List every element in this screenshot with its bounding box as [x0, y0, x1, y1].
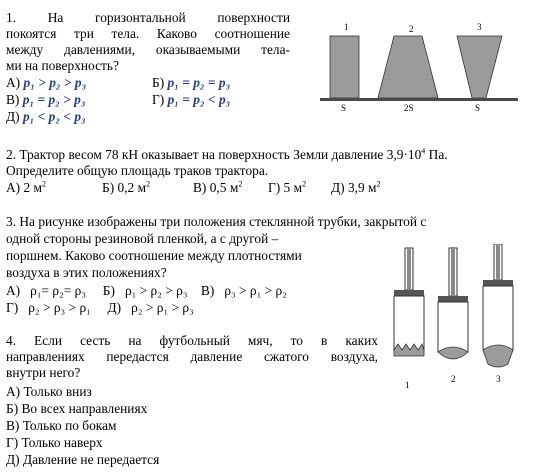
q4-option-d[interactable]: Г) Только наверх [6, 435, 103, 450]
q1-option-a[interactable]: А) p₁ > p₂ > p₃ [6, 75, 87, 90]
q2-line-1: 2. Трактор весом 78 кН оказывает на поверхность Земли давление $3,9\cdot 10^4$ Па. [6, 146, 448, 162]
q1-option-c[interactable]: В) p₁ = p₂ > p₃ [6, 92, 86, 107]
q3-fig-label-3: 3 [496, 374, 501, 384]
q1-fig-label-2: 2 [409, 24, 414, 34]
q1-fig-area-3: S [475, 103, 481, 113]
q1-option-d-expr: p₁ = p₂ < p₃ [167, 92, 231, 107]
q3-line-4: воздуха в этих положениях? [6, 265, 167, 280]
q4-line-3: внутри него? [6, 365, 81, 380]
q4-line-1: 4. Если сесть на футбольный мяч, то в каких [6, 333, 378, 348]
q1-fig-label-3: 3 [477, 22, 482, 32]
q4-text [6, 333, 378, 381]
q1-option-e-expr: p₁ < p₂ < p₃ [22, 109, 86, 124]
q1-option-b[interactable]: Б) p₁ = p₂ = p₃ [152, 75, 231, 90]
q1-fig-area-1: S [341, 103, 347, 113]
q1-option-c-expr: p₁ = p₂ > p₃ [22, 92, 86, 107]
q3-tube-3 [483, 244, 513, 367]
q4-option-c[interactable]: В) Только по бокам [6, 418, 117, 433]
q3-tube-1 [394, 248, 424, 356]
q1-option-d[interactable]: Г) p₁ = p₂ < p₃ [152, 92, 231, 107]
q2-option-e[interactable]: Д) 3,9 $м^2$ [331, 179, 381, 195]
q2-option-a[interactable]: А) 2 $м^2$ [6, 179, 46, 195]
q4-option-b[interactable]: Б) Во всех направлениях [6, 401, 148, 416]
q3-figure [388, 244, 528, 392]
q1-fig-label-1: 1 [344, 22, 349, 32]
q1-surface [320, 98, 518, 101]
q1-line-3: между давлениями, оказываемыми тела- [6, 42, 290, 57]
q1-figure [320, 18, 520, 118]
q1-line-1: 1. На горизонтальной поверхности [6, 10, 290, 25]
q1-option-b-expr: p₁ = p₂ = p₃ [167, 75, 231, 90]
q3-options-row-1[interactable]: А) ρ₁= ρ₂= ρ₃ Б) ρ₁ > ρ₂ > ρ₃ В) ρ₃ > ρ₁ > ρ₂ [6, 283, 287, 298]
q1-fig-area-2: 2S [404, 103, 414, 113]
q4-option-a[interactable]: А) Только вниз [6, 384, 92, 399]
q1-body-2 [378, 36, 438, 98]
q1-line-2: покоятся три тела. Каково соотношение [6, 26, 290, 41]
q3-line-2: одной стороны резиновой пленкой, а с другой – [6, 231, 279, 246]
q1-line-4: ми на поверхность? [6, 58, 119, 73]
q2-option-c[interactable]: В) 0,5 $м^2$ [193, 179, 243, 195]
q4-line-2: направлениях передастся давление сжатого воздуха, [6, 349, 378, 364]
q1-option-a-expr: p₁ > p₂ > p₃ [23, 75, 87, 90]
q3-options-row-2[interactable]: Г) ρ₂ > ρ₃ > ρ₁ Д) ρ₂ > ρ₁ > ρ₃ [6, 300, 194, 315]
q3-fig-label-1: 1 [405, 380, 410, 390]
q3-fig-label-2: 2 [451, 374, 456, 384]
q3-line-3: поршнем. Каково соотношение между плотностями [6, 248, 302, 263]
q3-line-1: 3. На рисунке изображены три положения стеклянной трубки, закрытой с [6, 214, 427, 229]
q2-line-2: Определите общую площадь траков трактора. [6, 163, 269, 178]
q2-option-b[interactable]: Б) 0,2 $м^2$ [102, 179, 151, 195]
q2-option-d[interactable]: Г) 5 $м^2$ [268, 179, 307, 195]
q1-option-e[interactable]: Д) p₁ < p₂ < p₃ [6, 109, 86, 124]
q1-body-3 [457, 36, 502, 98]
q1-text [6, 10, 290, 74]
q3-tube-2 [438, 248, 468, 359]
q1-body-1 [330, 36, 359, 98]
q4-option-e[interactable]: Д) Давление не передается [6, 452, 160, 467]
